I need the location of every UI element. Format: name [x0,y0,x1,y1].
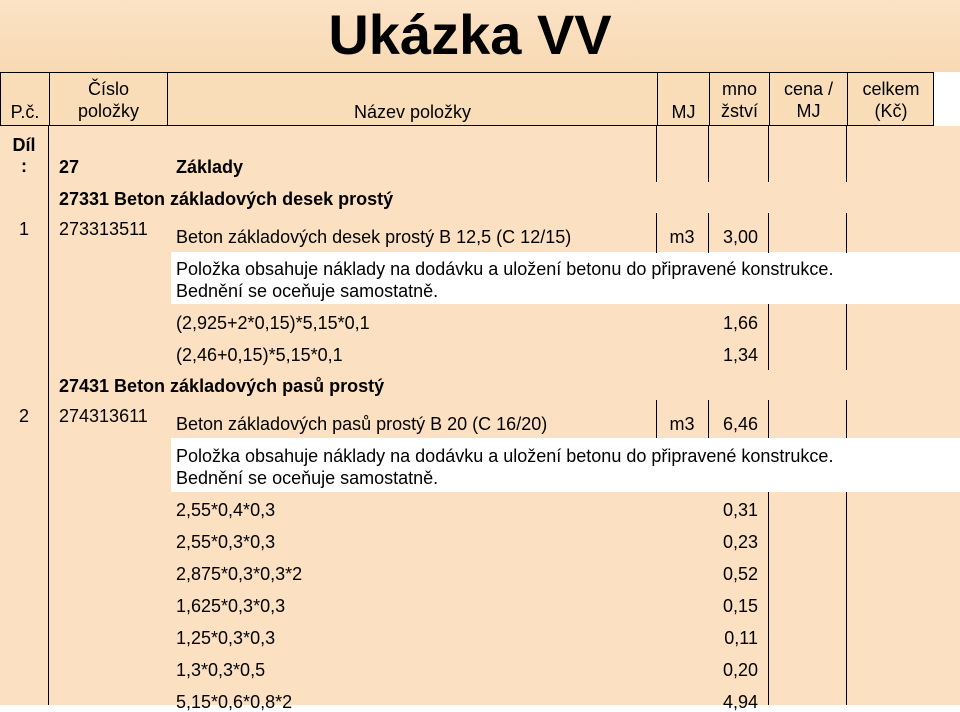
dil-number: 27 [59,157,80,177]
item1-calc-expr-2: (2,46+0,15)*5,15*0,1 [176,345,343,365]
header-cislo-line1: Číslo [87,79,129,99]
item2-calc-expr-2: 2,55*0,3*0,3 [176,532,276,552]
item1-calc-expr-1: (2,925+2*0,15)*5,15*0,1 [176,313,370,333]
divider-calc2-cena [768,492,769,705]
item1-name: Beton základových desek prostý B 12,5 (C 12/15) [176,227,572,247]
header-mnozstvi-line1: mno [721,79,757,99]
item2-calc-val-3: 0,52 [722,564,758,584]
divider-calc1-celkem [846,304,847,370]
item2-qty: 6,46 [722,414,758,434]
item2-code: 274313611 [59,406,148,426]
header-cislo [49,73,167,127]
column-divider-pc [48,126,49,705]
item1-pc: 1 [18,219,29,239]
table-header [0,72,934,126]
item2-calc-expr-7: 5,15*0,6*0,8*2 [176,692,293,712]
header-mnozstvi-line2: žství [720,101,758,121]
item2-pc: 2 [18,406,29,426]
item2-calc-expr-6: 1,3*0,3*0,5 [176,660,266,680]
divider-item2-celkem [846,400,847,438]
item2-note-line1: Položka obsahuje náklady na dodávku a uložení betonu do připravené konstrukce. [176,446,834,466]
dil-name: Základy [176,157,244,177]
dil-label-line1: Díl [12,135,36,155]
header-cislo-line2: položky [77,101,140,121]
item2-calc-val-4: 0,15 [722,596,758,616]
title-bar [0,0,960,72]
item2-calc-expr-3: 2,875*0,3*0,3*2 [176,564,303,584]
header-pc: P.č. [10,102,40,122]
item2-calc-expr-4: 1,625*0,3*0,3 [176,596,286,616]
group1-heading: 27331 Beton základových desek prostý [59,189,394,209]
header-celkem-line1: celkem [862,79,920,99]
divider-dil-cena [768,126,769,182]
item1-code: 273313511 [59,219,148,239]
divider-item2-cena [768,400,769,438]
header-nazev: Název položky [167,73,657,127]
item1-note-line1: Položka obsahuje náklady na dodávku a uložení betonu do připravené konstrukce. [176,259,834,279]
header-mnozstvi [709,73,769,127]
divider-calc2-celkem [846,492,847,705]
group2-heading: 27431 Beton základových pasů prostý [59,376,385,396]
item2-name: Beton základových pasů prostý B 20 (C 16/20) [176,414,548,434]
header-celkem-line2: (Kč) [874,101,908,121]
item2-calc-val-6: 0,20 [722,660,758,680]
divider-dil-mj [656,126,657,182]
header-mj: MJ [657,73,709,127]
item2-calc-val-7: 4,94 [722,692,758,712]
item1-mj: m3 [669,227,695,247]
page-title: Ukázka VV [328,3,612,66]
header-cena-line2: MJ [796,101,821,121]
divider-dil-mno [708,126,709,182]
item2-calc-val-1: 0,31 [722,500,758,520]
item1-note-line2: Bednění se oceňuje samostatně. [176,281,439,301]
item1-calc-val-1: 1,66 [722,313,758,333]
divider-item1-cena [768,213,769,253]
dil-label-line2: : [21,156,27,176]
header-cena-line1: cena / [783,79,834,99]
item2-calc-val-5: 0,11 [724,628,758,648]
item2-calc-expr-5: 1,25*0,3*0,3 [176,628,276,648]
item2-mj: m3 [669,414,695,434]
item1-qty: 3,00 [722,227,758,247]
header-cena [769,73,847,127]
divider-dil-celkem [846,126,847,182]
item1-calc-val-2: 1,34 [722,345,758,365]
header-celkem [847,73,934,127]
divider-calc1-cena [768,304,769,370]
divider-item1-celkem [846,213,847,253]
item2-note-line2: Bednění se oceňuje samostatně. [176,468,439,488]
item2-calc-expr-1: 2,55*0,4*0,3 [176,500,276,520]
item2-calc-val-2: 0,23 [722,532,758,552]
